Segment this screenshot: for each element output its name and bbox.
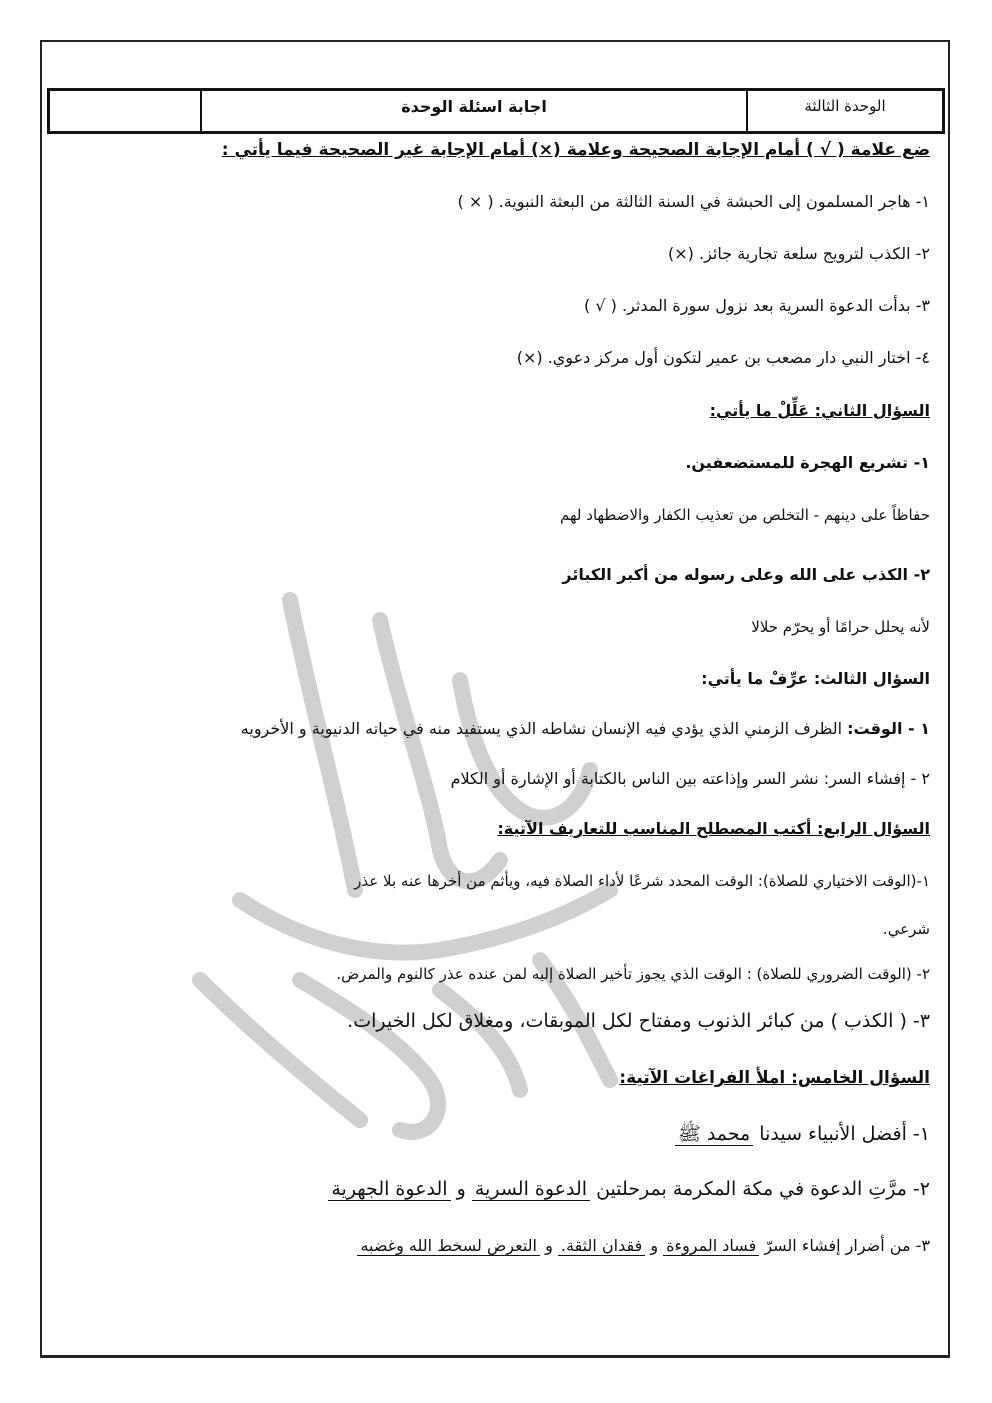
fill-2-text: ٢- مرَّتِ الدعوة في مكة المكرمة بمرحلتين	[596, 1178, 930, 1200]
section5-item-2	[328, 1178, 930, 1200]
fill-3-answer-2: فقدان الثقة.	[558, 1236, 645, 1256]
section4-item-1-line2: شرعي.	[882, 920, 930, 938]
section5-item-1	[675, 1122, 930, 1150]
section2-heading: السؤال الثاني: عَلِّلْ ما يأتي:	[709, 401, 930, 420]
section4-item-2: ٢- (الوقت الضروري للصلاة) : الوقت الذي يجوز تأخير الصلاة إليه لمن عنده عذر كالنوم والمرض.	[336, 965, 930, 983]
section1-item-3: ٣- بدأت الدعوة السرية بعد نزول سورة المدثر. ( √ )	[584, 296, 930, 315]
section3-definition-2: ٢ - إفشاء السر: نشر السر وإذاعته بين الناس بالكتابة أو الإشارة أو الكلام	[450, 769, 930, 788]
page-border	[40, 40, 950, 1358]
definition-1-term: ١ - الوقت:	[847, 719, 930, 738]
fill-2-answer-1: الدعوة السرية	[472, 1178, 590, 1201]
section2-question-1: ١- تشريع الهجرة للمستضعفين.	[685, 453, 930, 472]
section2-answer-2: لأنه يحلل حرامًا أو يحرّم حلالا	[751, 618, 930, 636]
section3-heading: السؤال الثالث: عرِّفْ ما يأتي:	[701, 669, 930, 688]
section4-item-3: ٣- ( الكذب ) من كبائر الذنوب ومفتاح لكل الموبقات، ومغلاق لكل الخيرات.	[347, 1010, 930, 1032]
section2-question-2: ٢- الكذب على الله وعلى رسوله من أكبر الكبائر	[562, 565, 930, 584]
fill-3-joiner-2: و	[545, 1236, 553, 1255]
section1-item-2: ٢- الكذب لترويج سلعة تجارية جائز. (×)	[668, 244, 930, 263]
section1-item-4: ٤- اختار النبي دار مصعب بن عمير لتكون أول مركز دعوي. (×)	[516, 348, 930, 367]
unit-label: الوحدة الثالثة	[804, 97, 886, 115]
definition-1-text: الظرف الزمني الذي يؤدي فيه الإنسان نشاطه الذي يستفيد منه في حياته الدنيوية و الأخرويه	[240, 719, 843, 738]
section4-heading: السؤال الرابع: أكتب المصطلح المناسب للتعاريف الآتية:	[497, 819, 930, 838]
title-cell	[200, 91, 746, 131]
fill-3-answer-1: فساد المروءة	[663, 1236, 759, 1256]
section1-instruction: ضع علامة ( √ ) أمام الإجابة الصحيحة وعلامة (×) أمام الإجابة غير الصحيحة فيما يأتي :	[221, 140, 930, 160]
fill-3-answer-3: التعرض لسخط الله وغضبه	[357, 1236, 540, 1256]
section5-heading: السؤال الخامس: املأ الفراغات الآتية:	[619, 1068, 930, 1088]
header-table	[47, 88, 945, 134]
fill-2-joiner: و	[456, 1178, 466, 1200]
section4-item-1-line1: ١-(الوقت الاختياري للصلاة): الوقت المحدد شرعًا لأداء الصلاة فيه، ويأثم من أخرها عنه بلا عذر	[354, 872, 930, 890]
section3-definition-1	[241, 719, 930, 738]
unit-cell	[746, 91, 942, 131]
section5-item-3	[357, 1236, 930, 1255]
fill-2-answer-2: الدعوة الجهرية	[328, 1178, 450, 1201]
section1-item-1: ١- هاجر المسلمون إلى الحبشة في السنة الثالثة من البعثة النبوية. ( × )	[457, 192, 930, 211]
page-title: اجابة اسئلة الوحدة	[401, 97, 547, 116]
fill-1-answer: محمد ﷺ	[675, 1123, 753, 1146]
empty-cell	[50, 91, 200, 131]
section2-answer-1: حفاظاً على دينهم - التخلص من تعذيب الكفار والاضطهاد لهم	[560, 506, 930, 524]
fill-3-joiner-1: و	[650, 1236, 659, 1255]
fill-3-text: ٣- من أضرار إفشاء السرّ	[764, 1236, 930, 1255]
fill-1-text: ١- أفضل الأنبياء سيدنا	[759, 1123, 930, 1145]
